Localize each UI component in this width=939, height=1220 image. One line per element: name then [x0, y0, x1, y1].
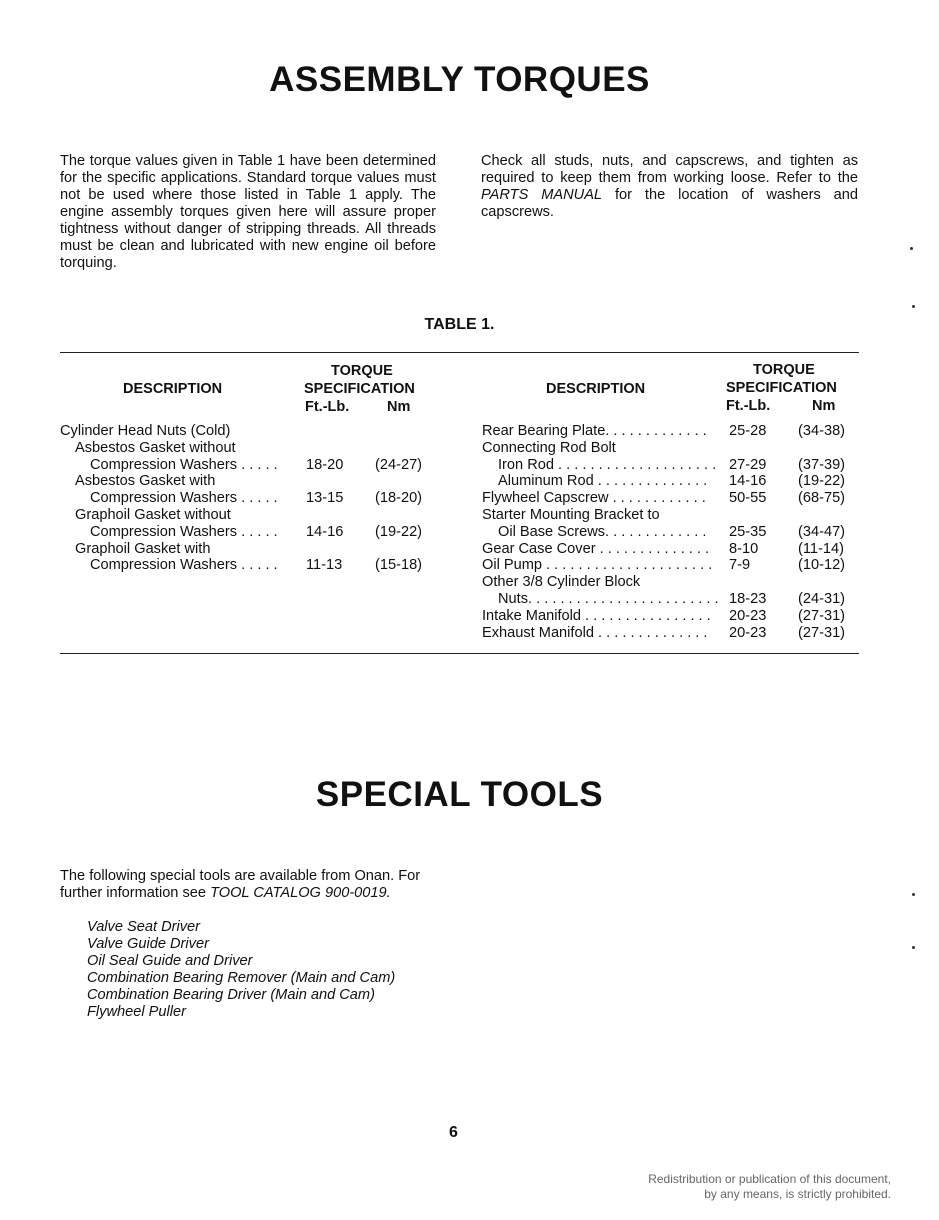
row-description: Starter Mounting Bracket to	[482, 506, 660, 523]
right-ftlb-header: Ft.-Lb.	[726, 398, 771, 414]
row-description: Oil Pump . . . . . . . . . . . . . . . . . . . . .	[482, 557, 713, 574]
left-torque-header: TORQUE	[331, 363, 393, 379]
row-ftlb-value: 14-16	[306, 523, 344, 540]
right-table-row	[482, 490, 862, 507]
row-nm-value: (15-18)	[375, 557, 423, 574]
row-description: Asbestos Gasket with	[75, 473, 216, 490]
left-ftlb-header: Ft.-Lb.	[305, 399, 350, 415]
row-description: Flywheel Capscrew . . . . . . . . . . . .	[482, 490, 706, 507]
row-ftlb-value: 20-23	[729, 607, 767, 624]
row-description: Gear Case Cover . . . . . . . . . . . . . .	[482, 540, 710, 557]
left-table-row	[60, 440, 440, 457]
tool-item: Valve Guide Driver	[87, 936, 209, 952]
row-description: Exhaust Manifold . . . . . . . . . . . . . .	[482, 624, 708, 641]
row-description: Compression Washers . . . . .	[90, 456, 278, 473]
row-description: Aluminum Rod . . . . . . . . . . . . . .	[498, 473, 708, 490]
page-number: 6	[449, 1124, 458, 1141]
row-nm-value: (34-38)	[798, 423, 846, 439]
row-ftlb-value: 25-28	[729, 423, 767, 439]
special-tools-title: SPECIAL TOOLS	[315, 775, 604, 814]
row-ftlb-value: 20-23	[729, 624, 767, 641]
right-table-row	[482, 574, 862, 591]
row-description: Compression Washers . . . . .	[90, 490, 278, 507]
left-table-row	[60, 557, 440, 574]
right-table-row	[482, 557, 862, 574]
right-specification-header: SPECIFICATION	[726, 380, 837, 396]
row-description: Cylinder Head Nuts (Cold)	[60, 423, 231, 439]
scan-speck	[912, 305, 915, 308]
right-table-row	[482, 473, 862, 490]
tool-item: Combination Bearing Driver (Main and Cam)	[87, 987, 375, 1003]
right-table-row	[482, 524, 862, 541]
left-table-row	[60, 423, 440, 440]
right-table-row	[482, 423, 862, 440]
row-nm-value: (10-12)	[798, 557, 846, 574]
row-nm-value: (24-27)	[375, 456, 423, 473]
row-description: Asbestos Gasket without	[75, 439, 236, 456]
row-description: Compression Washers . . . . .	[90, 523, 278, 540]
left-table-row	[60, 457, 440, 474]
parts-manual-reference: PARTS MANUAL	[481, 187, 603, 203]
left-table-row	[60, 490, 440, 507]
row-nm-value: (68-75)	[798, 490, 846, 507]
special-tools-list	[87, 919, 395, 1021]
right-table-row	[482, 625, 862, 642]
row-description: Intake Manifold . . . . . . . . . . . . . . . .	[482, 607, 711, 624]
tool-item: Oil Seal Guide and Driver	[87, 953, 253, 969]
row-description: Rear Bearing Plate. . . . . . . . . . . . .	[482, 423, 707, 439]
table-bottom-rule	[60, 653, 859, 654]
redistribution-notice	[648, 1172, 891, 1201]
row-nm-value: (27-31)	[798, 607, 846, 624]
row-ftlb-value: 18-23	[729, 590, 767, 607]
row-description: Graphoil Gasket with	[75, 540, 211, 557]
assembly-torques-title: ASSEMBLY TORQUES	[269, 60, 650, 99]
row-ftlb-value: 13-15	[306, 490, 344, 507]
right-table-row	[482, 591, 862, 608]
row-description: Nuts. . . . . . . . . . . . . . . . . . . . . . . .	[498, 590, 719, 607]
right-torque-header: TORQUE	[753, 362, 815, 378]
row-nm-value: (11-14)	[798, 540, 844, 557]
row-nm-value: (18-20)	[375, 490, 423, 507]
row-description: Compression Washers . . . . .	[90, 557, 278, 574]
row-nm-value: (24-31)	[798, 590, 846, 607]
special-tools-intro-line2	[60, 885, 460, 902]
right-nm-header: Nm	[812, 398, 836, 414]
right-description-header: DESCRIPTION	[546, 381, 646, 397]
row-nm-value: (34-47)	[798, 523, 846, 540]
right-table-row	[482, 507, 862, 524]
right-table-row	[482, 457, 862, 474]
tool-catalog-reference: TOOL CATALOG 900-0019.	[210, 885, 391, 901]
right-table-row	[482, 440, 862, 457]
row-ftlb-value: 25-35	[729, 523, 767, 540]
scan-speck	[912, 946, 915, 949]
left-torque-table	[60, 423, 440, 574]
assembly-right-paragraph	[481, 153, 858, 221]
row-ftlb-value: 50-55	[729, 490, 767, 507]
row-ftlb-value: 8-10	[729, 540, 759, 557]
left-table-row	[60, 541, 440, 558]
assembly-intro-right	[481, 153, 858, 221]
scan-speck	[910, 247, 913, 250]
tool-item: Combination Bearing Remover (Main and Cam)	[87, 970, 396, 986]
table-title: TABLE 1.	[424, 316, 495, 333]
row-nm-value: (19-22)	[798, 473, 846, 490]
row-description: Graphoil Gasket without	[75, 506, 231, 523]
right-table-row	[482, 608, 862, 625]
tool-item: Valve Seat Driver	[87, 919, 201, 935]
row-description: Connecting Rod Bolt	[482, 439, 616, 456]
right-paragraph-text-a: Check all studs, nuts, and capscrews, and tighten as required to keep them from working loose. Refer to the	[481, 153, 858, 186]
assembly-left-paragraph: The torque values given in Table 1 have been determined for the specific applications. Standard torque values must not be used where those listed in Table 1 apply. The engine assembly torques given here will assure proper tightness without danger of stripping threads. All threads must be clean and lubricated with new engine oil before torquing.	[60, 153, 436, 271]
notice-line1: Redistribution or publication of this document,	[648, 1172, 891, 1186]
row-description: Iron Rod . . . . . . . . . . . . . . . . . . . .	[498, 456, 717, 473]
right-paragraph-text-b: for the location of washers and capscrews.	[481, 187, 858, 220]
row-description: Other 3/8 Cylinder Block	[482, 574, 641, 591]
special-tools-intro	[60, 868, 460, 902]
right-table-row	[482, 541, 862, 558]
row-description: Oil Base Screws. . . . . . . . . . . . .	[498, 523, 707, 540]
row-nm-value: (37-39)	[798, 456, 846, 473]
row-ftlb-value: 11-13	[306, 557, 343, 574]
left-table-row	[60, 524, 440, 541]
scan-speck	[912, 893, 915, 896]
tool-item: Flywheel Puller	[87, 1004, 186, 1020]
row-ftlb-value: 27-29	[729, 456, 767, 473]
row-ftlb-value: 7-9	[729, 557, 751, 574]
left-specification-header: SPECIFICATION	[304, 381, 415, 397]
assembly-intro-left	[60, 153, 436, 272]
row-nm-value: (27-31)	[798, 624, 846, 641]
left-description-header: DESCRIPTION	[123, 381, 223, 397]
table-top-rule	[60, 352, 859, 353]
row-ftlb-value: 18-20	[306, 456, 344, 473]
row-nm-value: (19-22)	[375, 523, 423, 540]
special-tools-intro-line1: The following special tools are available from Onan. For	[60, 868, 421, 884]
right-torque-table	[482, 423, 862, 641]
notice-line2: by any means, is strictly prohibited.	[704, 1186, 891, 1201]
left-table-row	[60, 473, 440, 490]
left-table-row	[60, 507, 440, 524]
row-ftlb-value: 14-16	[729, 473, 767, 490]
left-nm-header: Nm	[387, 399, 411, 415]
intro-line2-text: further information see	[60, 885, 211, 901]
